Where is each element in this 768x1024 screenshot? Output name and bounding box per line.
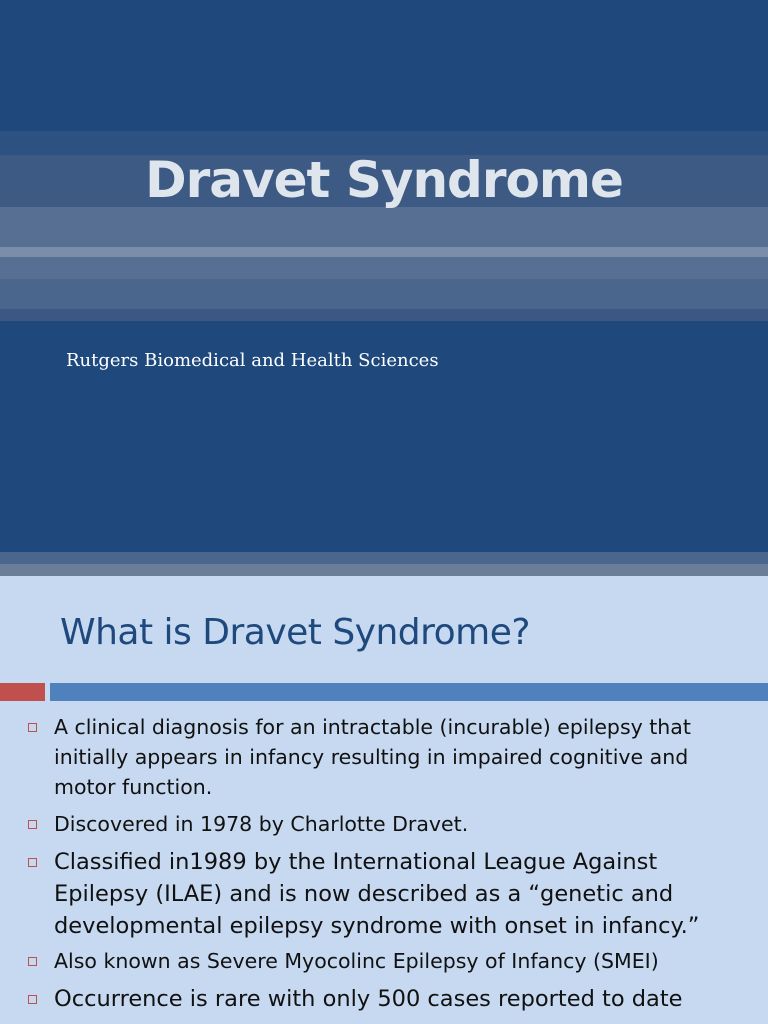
- bullet-item: [28, 983, 748, 1015]
- stripe-band: [0, 257, 768, 279]
- stripe-band: [0, 247, 768, 257]
- bullet-item: [28, 809, 748, 839]
- stripe-band: [0, 309, 768, 321]
- slide-title: What is Dravet Syndrome?: [60, 612, 531, 653]
- stripe-band: [0, 564, 768, 576]
- content-slide: [0, 576, 768, 1024]
- hollow-square-bullet-icon: [28, 995, 37, 1004]
- hollow-square-bullet-icon: [28, 858, 37, 867]
- hollow-square-bullet-icon: [28, 957, 37, 966]
- accent-bar-red: [0, 683, 45, 701]
- hollow-square-bullet-icon: [28, 820, 37, 829]
- bullet-text: Discovered in 1978 by Charlotte Dravet.: [54, 812, 469, 836]
- stripe-band: [0, 279, 768, 309]
- bullet-text: Classified in1989 by the International League Against Epilepsy (ILAE) and is now described as a “genetic and developmental epilepsy syndrome with onset in infancy.”: [54, 849, 700, 939]
- slide-title: Dravet Syndrome: [145, 151, 623, 209]
- bullet-text: A clinical diagnosis for an intractable (incurable) epilepsy that initially appears in infancy resulting in impaired cognitive and motor function.: [54, 715, 691, 799]
- bullet-item: [28, 846, 748, 942]
- bullet-text: Occurrence is rare with only 500 cases reported to date: [54, 986, 683, 1012]
- bullet-list: [28, 712, 748, 1019]
- bullet-text: Also known as Severe Myocolinc Epilepsy of Infancy (SMEI): [54, 949, 659, 973]
- stripe-band: [0, 552, 768, 564]
- bullet-item: [28, 712, 748, 802]
- accent-bar-blue: [50, 683, 768, 701]
- slide-subtitle: Rutgers Biomedical and Health Sciences: [66, 350, 439, 371]
- bullet-item: [28, 946, 748, 976]
- hollow-square-bullet-icon: [28, 723, 37, 732]
